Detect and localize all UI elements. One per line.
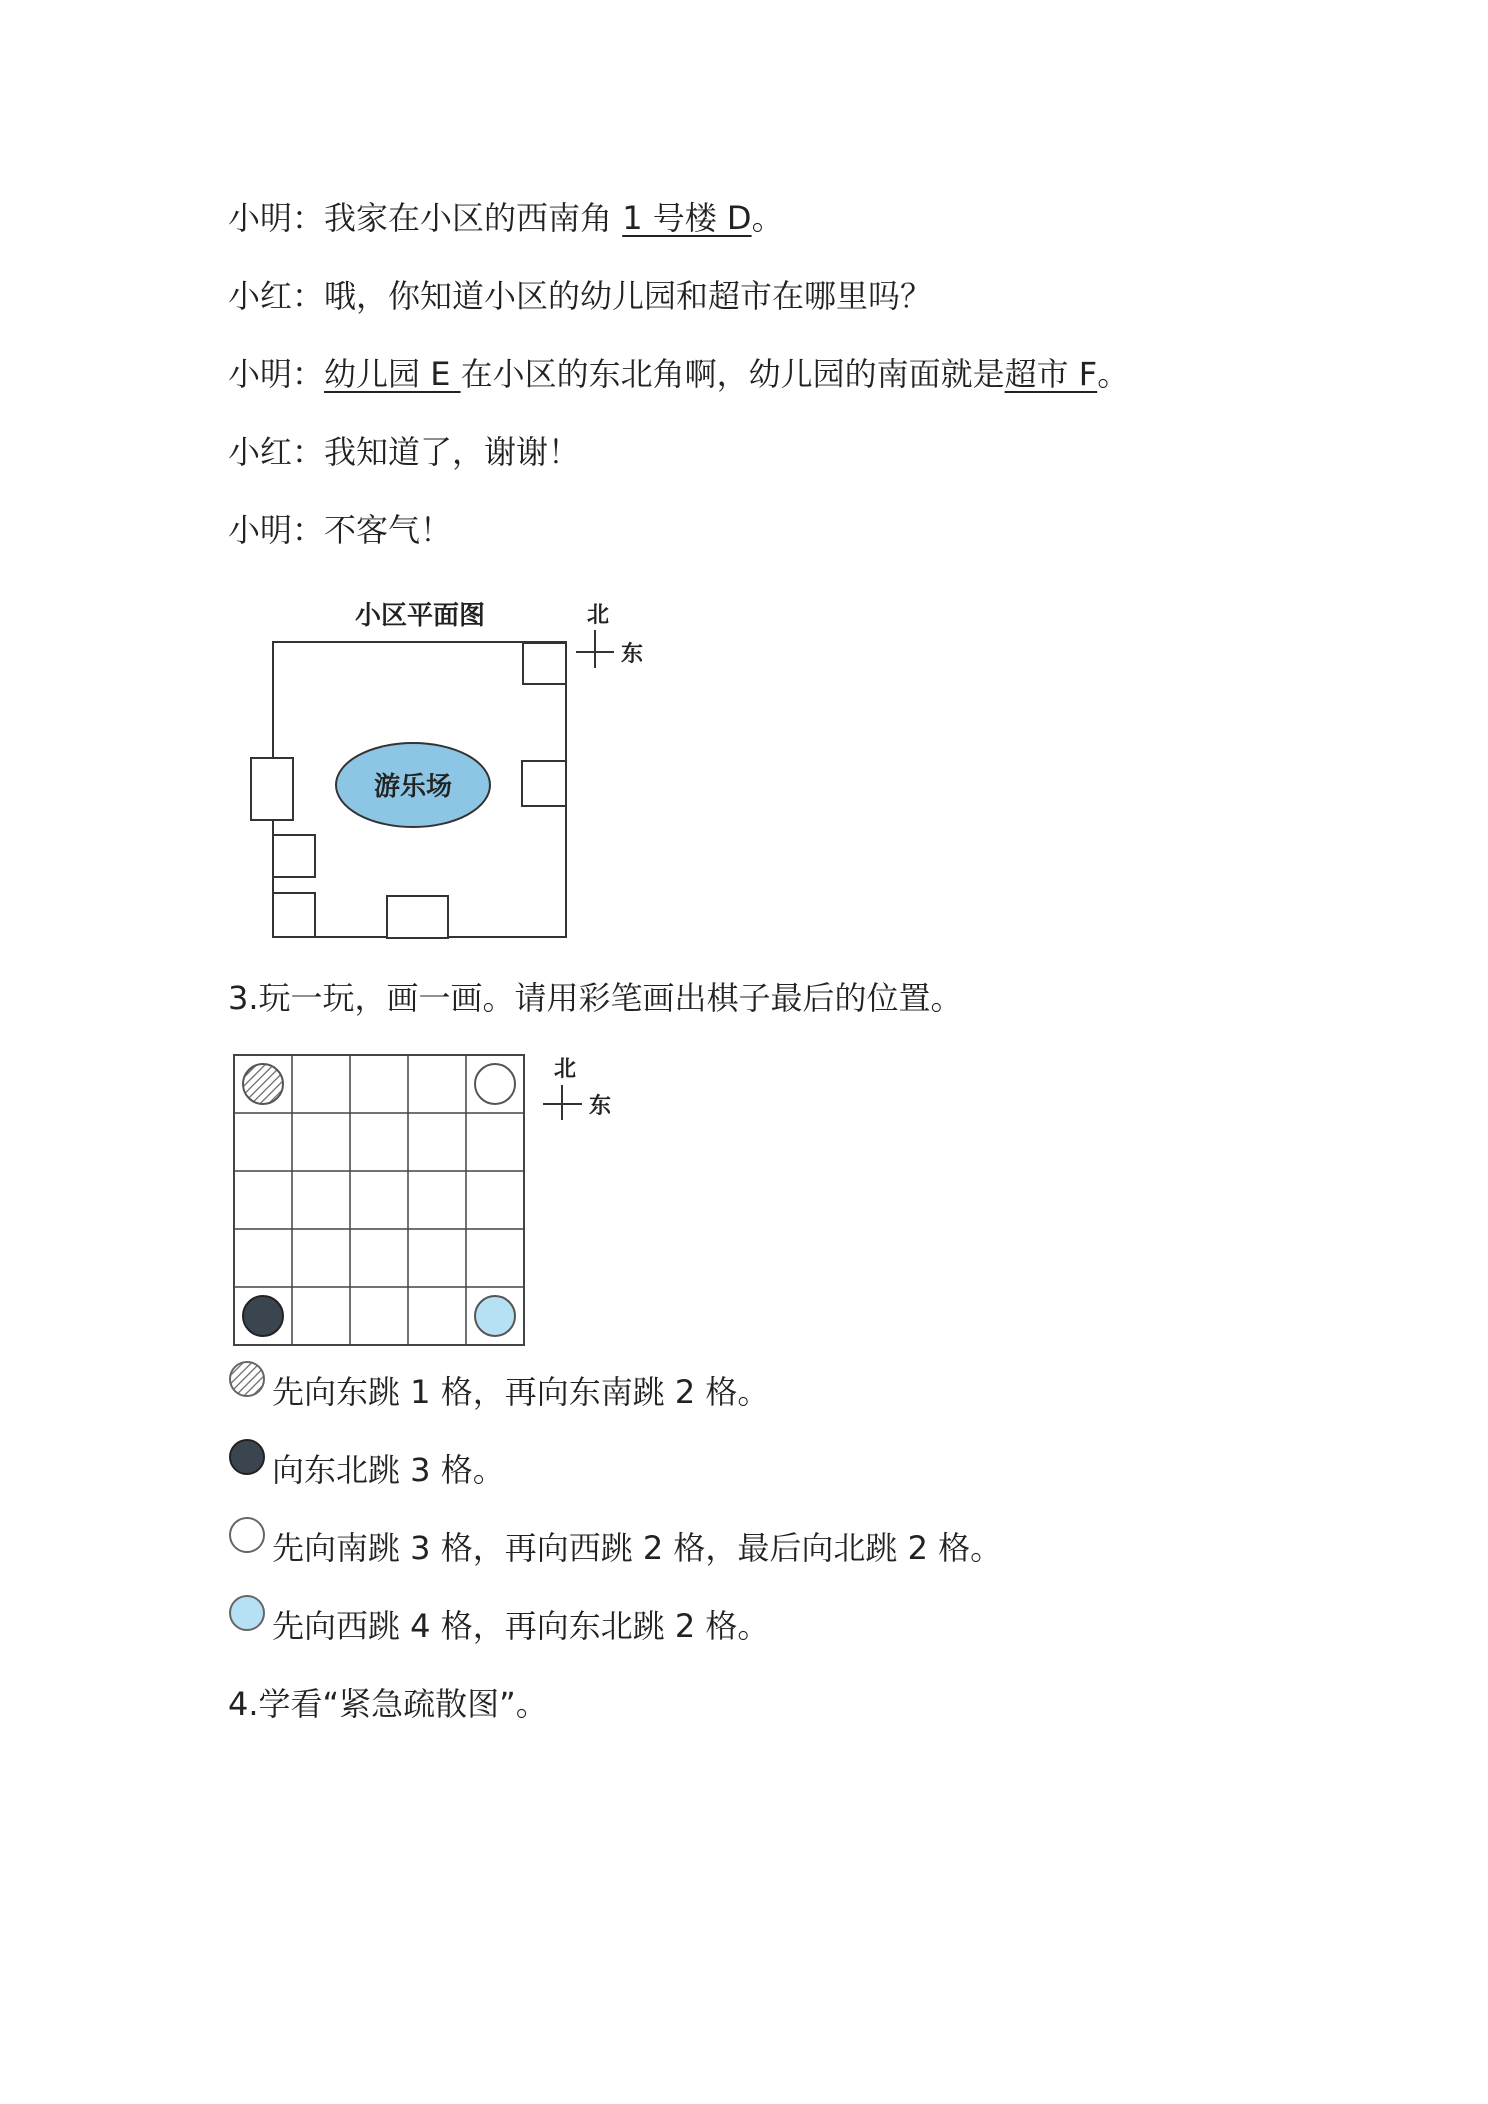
community-map	[240, 600, 660, 950]
location-e: 幼儿园 E	[324, 355, 461, 393]
hatched-piece	[243, 1064, 283, 1104]
question-3-title: 3.玩一玩，画一画。请用彩笔画出棋子最后的位置。	[228, 979, 963, 1017]
building-south	[387, 896, 448, 938]
light-blue-piece-icon	[228, 1594, 268, 1634]
punctuation: 。	[1097, 355, 1130, 393]
dark-piece-icon	[228, 1438, 268, 1478]
dialog-text: 我知道了，谢谢！	[324, 433, 581, 471]
punctuation: 。	[751, 199, 784, 237]
dialog-text: 我家在小区的西南角	[324, 199, 613, 237]
compass	[576, 602, 643, 668]
board-compass-north: 北	[553, 1056, 577, 1082]
dialog-text: 哦，你知道小区的幼儿园和超市在哪里吗？	[324, 277, 933, 315]
playground-label: 游乐场	[373, 772, 453, 802]
light-blue-piece	[475, 1296, 515, 1336]
white-piece-icon	[228, 1516, 268, 1556]
compass-north: 北	[586, 602, 610, 628]
legend-text: 向东北跳 3 格。	[272, 1451, 505, 1489]
legend-text: 先向西跳 4 格，再向东北跳 2 格。	[272, 1607, 770, 1645]
map-title: 小区平面图	[354, 601, 486, 631]
dialog-line-2	[228, 276, 932, 316]
legend-text: 先向南跳 3 格，再向西跳 2 格，最后向北跳 2 格。	[272, 1529, 1003, 1567]
board-compass-east: 东	[588, 1093, 612, 1119]
speaker: 小明：	[228, 199, 325, 237]
dialog-line-3	[228, 354, 1129, 394]
building-southwest-lower	[273, 893, 315, 937]
building-southwest-upper	[273, 835, 315, 877]
question-4-title: 4.学看“紧急疏散图”。	[228, 1685, 548, 1723]
speaker: 小明：	[228, 511, 325, 549]
building-northeast	[523, 643, 566, 684]
building-east	[522, 761, 566, 806]
dialog-text: 不客气！	[324, 511, 453, 549]
location-d: 1 号楼 D	[622, 199, 752, 237]
dialog-line-5	[228, 510, 452, 550]
dialog-line-1	[228, 198, 784, 238]
dark-piece	[243, 1296, 283, 1336]
dialog-line-4	[228, 432, 580, 472]
chess-board	[228, 1050, 648, 1355]
board-compass	[543, 1056, 611, 1120]
speaker: 小明：	[228, 355, 325, 393]
legend-text: 先向东跳 1 格，再向东南跳 2 格。	[272, 1373, 770, 1411]
speaker: 小红：	[228, 433, 325, 471]
hatched-piece-icon	[228, 1360, 268, 1400]
speaker: 小红：	[228, 277, 325, 315]
white-piece	[475, 1064, 515, 1104]
compass-east: 东	[620, 641, 644, 667]
dialog-text: 在小区的东北角啊，幼儿园的南面就是	[460, 355, 1005, 393]
building-west	[251, 758, 293, 820]
location-f: 超市 F	[1004, 355, 1098, 393]
